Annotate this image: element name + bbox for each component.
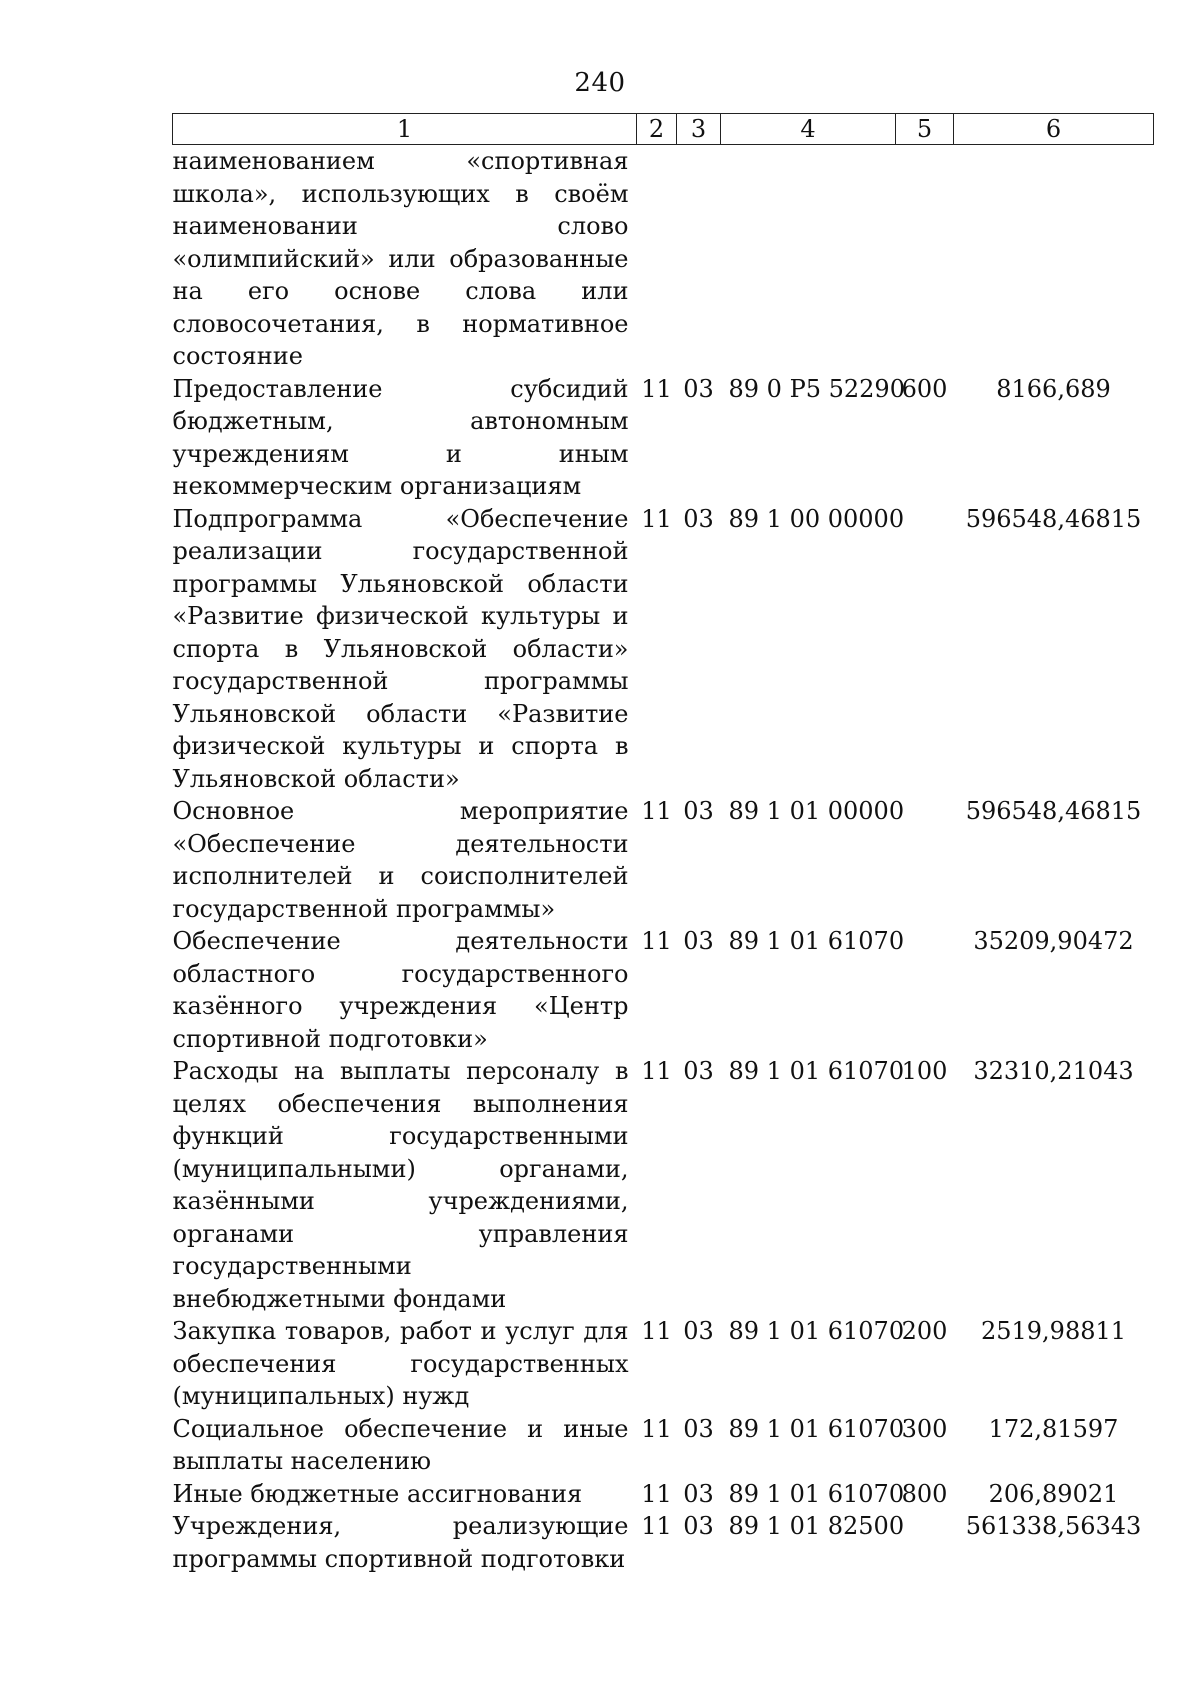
row-amount: 32310,21043 bbox=[973, 1057, 1134, 1085]
row-expense-type: 300 bbox=[901, 1414, 948, 1443]
row-section: 11 bbox=[641, 927, 672, 955]
header-row bbox=[173, 114, 1154, 145]
row-expense-type: 200 bbox=[901, 1317, 948, 1345]
header-col-1: 1 bbox=[173, 114, 637, 145]
row-section: 11 bbox=[641, 374, 672, 403]
row-name: Расходы на выплаты персоналу в целях обеспечения выполнения функций государственными (муниципальными) органами, казёнными учреждениями, органами управления государственными внебюджетными фондами bbox=[172, 1057, 629, 1313]
table-row bbox=[173, 795, 1154, 925]
table-row bbox=[173, 373, 1154, 503]
row-amount: 561338,56343 bbox=[965, 1512, 1142, 1540]
row-name: Предоставление субсидий бюджетным, автономным учреждениям и иным некоммерческим организациям bbox=[172, 374, 629, 500]
row-subsection: 03 bbox=[683, 374, 714, 403]
row-target-code: 89 1 01 61070 bbox=[728, 1317, 905, 1345]
row-subsection: 03 bbox=[683, 797, 714, 825]
row-name: Обеспечение деятельности областного государственного казённого учреждения «Центр спортивной подготовки» bbox=[172, 927, 629, 1053]
row-name: Учреждения, реализующие программы спортивной подготовки bbox=[172, 1512, 629, 1573]
header-col-3: 3 bbox=[677, 114, 721, 145]
row-expense-type bbox=[896, 795, 954, 925]
budget-table bbox=[172, 113, 1154, 1575]
row-subsection: 03 bbox=[683, 1317, 714, 1345]
row-expense-type bbox=[896, 1510, 954, 1575]
row-section: 11 bbox=[641, 1057, 672, 1085]
table-row bbox=[173, 1055, 1154, 1315]
row-name: Закупка товаров, работ и услуг для обеспечения государственных (муниципальных) нужд bbox=[172, 1317, 629, 1410]
table-row bbox=[173, 1510, 1154, 1575]
row-name: Основное мероприятие «Обеспечение деятельности исполнителей и соисполнителей государственной программы» bbox=[172, 797, 629, 923]
row-subsection: 03 bbox=[683, 1414, 714, 1443]
row-name: наименованием «спортивная школа», использующих в своём наименовании слово «олимпийский» или образованные на его основе слова или словосочетания, в нормативное состояние bbox=[172, 147, 629, 370]
row-amount: 172,81597 bbox=[988, 1414, 1119, 1443]
header-col-4: 4 bbox=[721, 114, 896, 145]
row-name: Социальное обеспечение и иные выплаты населению bbox=[172, 1414, 629, 1475]
row-subsection: 03 bbox=[683, 504, 714, 533]
row-section: 11 bbox=[641, 1414, 672, 1443]
table-row bbox=[173, 1413, 1154, 1478]
table-body bbox=[173, 145, 1154, 1576]
table-header bbox=[173, 114, 1154, 145]
row-expense-type bbox=[896, 925, 954, 1055]
row-amount: 596548,46815 bbox=[965, 504, 1142, 533]
row-target-code: 89 1 01 82500 bbox=[728, 1512, 905, 1540]
row-subsection: 03 bbox=[683, 1479, 714, 1508]
row-expense-type: 100 bbox=[901, 1057, 948, 1085]
row-section bbox=[637, 145, 677, 373]
header-col-5: 5 bbox=[896, 114, 954, 145]
row-subsection bbox=[677, 145, 721, 373]
row-amount: 35209,90472 bbox=[973, 927, 1134, 955]
row-target-code: 89 1 01 61070 bbox=[728, 1414, 905, 1443]
row-subsection: 03 bbox=[683, 1057, 714, 1085]
header-col-2: 2 bbox=[637, 114, 677, 145]
row-expense-type bbox=[896, 145, 954, 373]
row-expense-type: 800 bbox=[901, 1479, 948, 1508]
row-name: Подпрограмма «Обеспечение реализации государственной программы Ульяновской области «Развитие физической культуры и спорта в Ульяновской области» государственной программы Ульяновской области «Развитие физической культуры и спорта в Ульяновской области» bbox=[172, 504, 629, 793]
row-section: 11 bbox=[641, 1317, 672, 1345]
row-amount: 206,89021 bbox=[988, 1479, 1119, 1508]
table-row bbox=[173, 503, 1154, 796]
row-section: 11 bbox=[641, 504, 672, 533]
row-subsection: 03 bbox=[683, 927, 714, 955]
row-target-code: 89 1 01 61070 bbox=[728, 927, 905, 955]
row-expense-type: 600 bbox=[901, 374, 948, 403]
row-target-code bbox=[721, 145, 896, 373]
page-number: 240 bbox=[574, 68, 626, 98]
table-row bbox=[173, 1315, 1154, 1413]
row-name: Иные бюджетные ассигнования bbox=[172, 1479, 583, 1508]
row-amount: 596548,46815 bbox=[965, 797, 1142, 825]
row-target-code: 89 0 P5 52290 bbox=[728, 374, 905, 403]
row-target-code: 89 1 01 61070 bbox=[728, 1479, 905, 1508]
row-section: 11 bbox=[641, 797, 672, 825]
row-target-code: 89 1 01 00000 bbox=[728, 797, 905, 825]
row-amount: 2519,98811 bbox=[980, 1317, 1127, 1345]
table-row bbox=[173, 1478, 1154, 1511]
row-subsection: 03 bbox=[683, 1512, 714, 1540]
row-amount: 8166,689 bbox=[996, 374, 1111, 403]
header-col-6: 6 bbox=[954, 114, 1154, 145]
row-amount bbox=[954, 145, 1154, 373]
row-target-code: 89 1 01 61070 bbox=[728, 1057, 905, 1085]
table-row bbox=[173, 925, 1154, 1055]
table-row bbox=[173, 145, 1154, 373]
row-target-code: 89 1 00 00000 bbox=[728, 504, 905, 533]
row-section: 11 bbox=[641, 1479, 672, 1508]
row-section: 11 bbox=[641, 1512, 672, 1540]
row-expense-type bbox=[896, 503, 954, 796]
